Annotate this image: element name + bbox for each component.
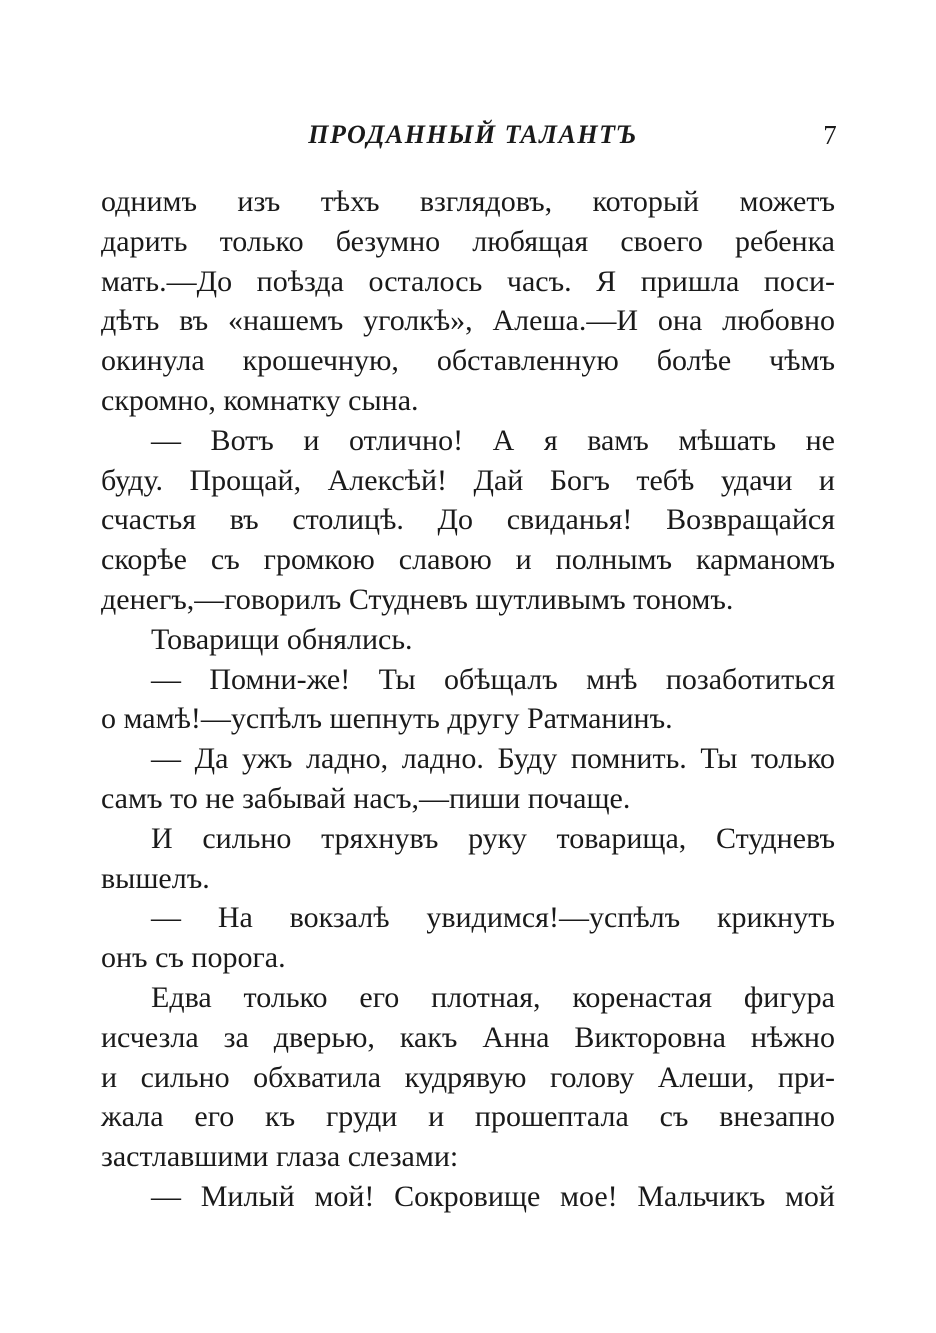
text-line: мать.—До поѣзда осталось часъ. Я пришла поси- — [101, 264, 835, 298]
text-line: и сильно обхватила кудрявую голову Алеши, при- — [101, 1060, 835, 1094]
text-line: денегъ,—говорилъ Студневъ шутливымъ тономъ. — [101, 582, 734, 616]
text-line: о мамѣ!—успѣлъ шепнуть другу Ратманинъ. — [101, 702, 673, 736]
running-title: ПРОДАННЫЙ ТАЛАНТЪ — [308, 120, 638, 149]
text-line: — Милый мой! Сокровище мое! Мальчикъ мой — [151, 1179, 835, 1213]
text-line: Едва только его плотная, коренастая фигура — [151, 980, 835, 1014]
body-text — [101, 182, 835, 1217]
text-line: — Помни-же! Ты обѣщалъ мнѣ позаботиться — [151, 662, 835, 696]
text-line: однимъ изъ тѣхъ взглядовъ, который можетъ — [101, 185, 835, 218]
text-line: скромно, комнатку сына. — [101, 383, 419, 417]
page-number: 7 — [823, 120, 837, 150]
text-line: Товарищи обнялись. — [151, 622, 413, 656]
text-line: И сильно тряхнувъ руку товарища, Студневъ — [151, 821, 835, 855]
text-line: скорѣе съ громкою славою и полнымъ карманомъ — [101, 543, 835, 577]
text-line: дарить только безумно любящая своего ребенка — [101, 224, 835, 258]
text-line: исчезла за дверью, какъ Анна Викторовна нѣжно — [101, 1020, 835, 1054]
text-line: — Вотъ и отлично! А я вамъ мѣшать не — [151, 423, 835, 457]
text-line: онъ съ порога. — [101, 941, 286, 975]
text-line: вышелъ. — [101, 861, 210, 895]
text-line: самъ то не забывай насъ,—пиши почаще. — [101, 781, 631, 815]
text-line: — На вокзалѣ увидимся!—успѣлъ крикнуть — [151, 901, 835, 935]
text-line: счастья въ столицѣ. До свиданья! Возвращайся — [101, 503, 835, 537]
text-line: буду. Прощай, Алексѣй! Дай Богъ тебѣ удачи и — [101, 463, 835, 497]
text-line: жала его къ груди и прошептала съ внезапно — [101, 1100, 835, 1134]
text-line: дѣть въ «нашемъ уголкѣ», Алеша.—И она любовно — [101, 304, 835, 338]
text-line: окинула крошечную, обставленную болѣе чѣмъ — [101, 344, 835, 378]
text-line: — Да ужъ ладно, ладно. Буду помнить. Ты только — [151, 742, 835, 776]
text-line: застлавшими глаза слезами: — [101, 1140, 459, 1174]
